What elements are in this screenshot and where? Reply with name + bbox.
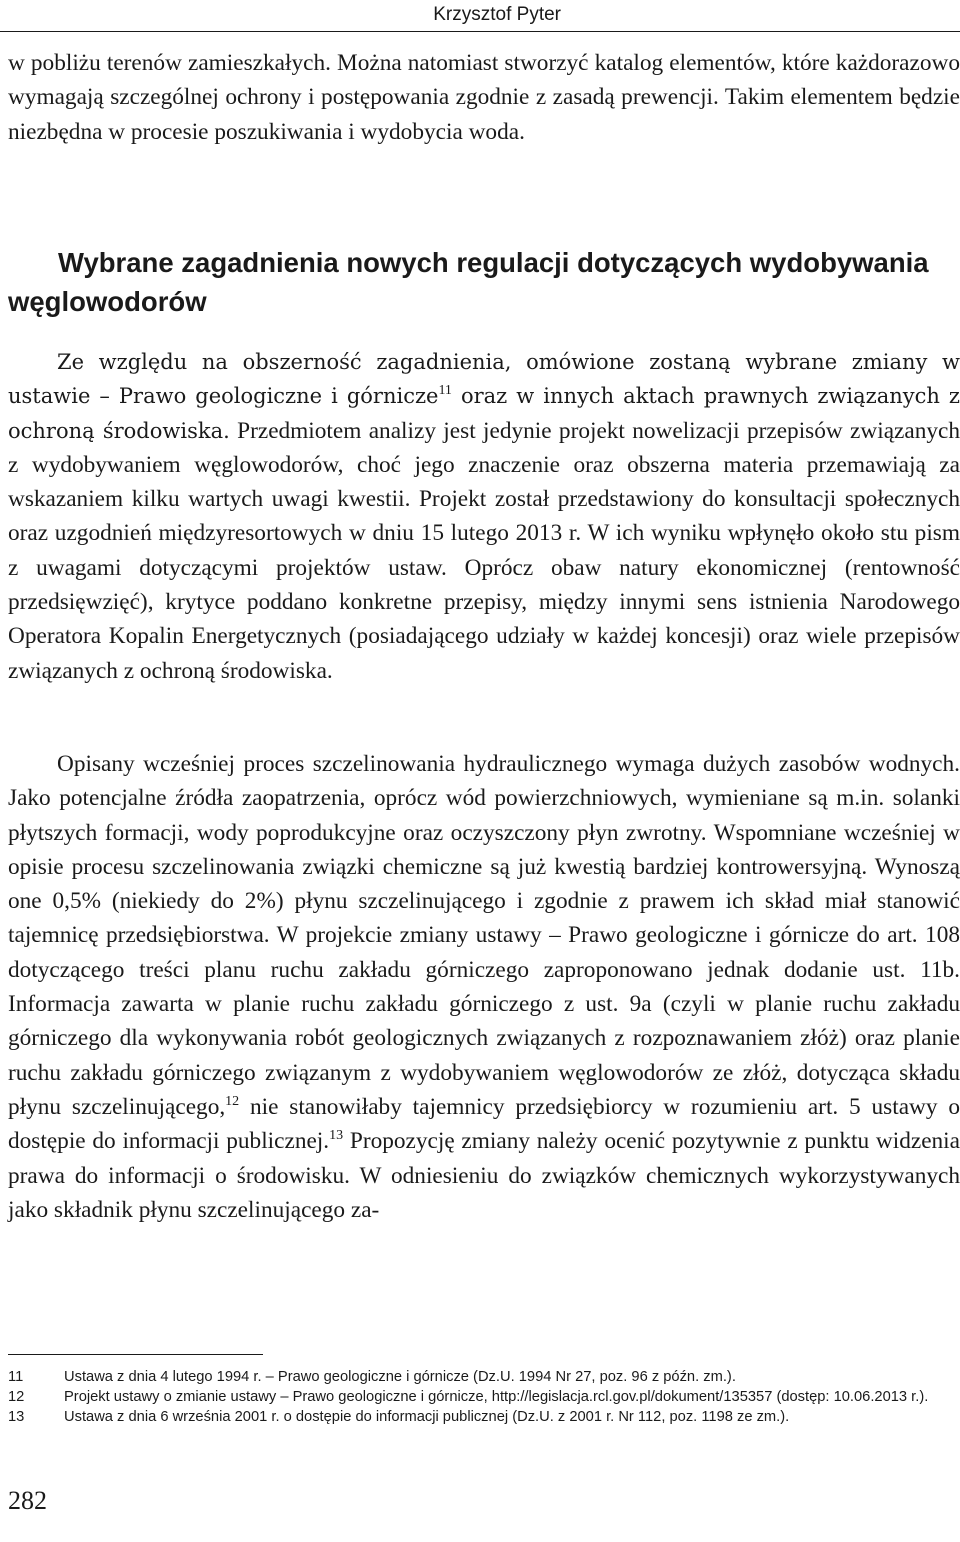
footnote-number: 11 <box>8 1369 24 1385</box>
footnote-ref-12[interactable]: 12 <box>225 1093 240 1109</box>
paragraph-scope-lead-a: Ze względu na obszerność zagadnienia, omówione zostaną wybrane zmiany w ustawie – Prawo geologiczne i górnicze <box>8 350 960 409</box>
paragraph-scope-rest: Przedmiotem analizy jest jedynie projekt nowelizacji przepisów związanych z wydobywaniem węglowodorów, choć jego znaczenie oraz obszerna materia przemawiają za wskazaniem kilku wartych uwagi kwestii. Projekt został przedstawiony do konsultacji społecznych oraz uzgodnień międzyresortowych w dniu 15 lutego 2013 r. W ich wyniku wpłynęło około stu pism z uwagami dotyczącymi projektów ustaw. Oprócz obaw natury ekonomicznej (rentowność przedsięwzięć), krytyce poddano konkretne przepisy, między innymi sens istnienia Narodowego Operatora Kopalin Energetycznych (posiadającego udziały w każdej koncesji) oraz wiele przepisów związanych z ochroną środowiska. <box>8 417 960 684</box>
paragraph-intro: w pobliżu terenów zamieszkałych. Można natomiast stworzyć katalog elementów, które każdorazowo wymagają szczególnej ochrony i postępowania zgodnie z zasadą prewencji. Takim elementem będzie niezbędna w procesie poszukiwania i wydobycia woda. <box>8 50 960 145</box>
paragraph-scope <box>8 345 960 688</box>
page-number: 282 <box>8 1486 47 1515</box>
footnote-separator <box>8 1354 263 1355</box>
footnote-number: 13 <box>8 1409 25 1425</box>
paragraph-scope-lead-b: oraz w innych aktach prawnych związanych z ochroną środowiska. <box>8 384 960 443</box>
paragraph-fracking <box>8 747 960 1227</box>
footnote-number: 12 <box>8 1389 25 1405</box>
footnote-11 <box>8 1367 960 1387</box>
footnote-text[interactable]: Projekt ustawy o zmianie ustawy – Prawo geologiczne i górnicze, http://legislacja.rcl.gov.pl/dokument/135357 (dostęp: 10.06.2013 r.). <box>64 1389 929 1405</box>
paragraph-fracking-part-b: nie stanowiłaby tajemnicy przedsiębiorcy w rozumieniu art. 5 ustawy o dostępie do informacji publicznej. <box>8 1093 960 1155</box>
footnote-ref-11[interactable]: 11 <box>438 383 452 399</box>
footnote-13 <box>8 1407 960 1427</box>
footnotes <box>8 1367 960 1427</box>
paragraph-fracking-part-a: Opisany wcześniej proces szczelinowania hydraulicznego wymaga dużych zasobów wodnych. Jako potencjalne źródła zaopatrzenia, oprócz wód powierzchniowych, wymieniane są m.in. solanki płytszych formacji, wody poprodukcyjne oraz oczyszczony płyn zwrotny. Wspomniane wcześniej w opisie procesu szczelinowania związki chemiczne są już kwestią bardziej kontrowersyjną. Wynoszą one 0,5% (niekiedy do 2%) płynu szczelinującego i zgodnie z prawem ich skład miał stanowić tajemnicę przedsiębiorstwa. W projekcie zmiany ustawy – Prawo geologiczne i górnicze do art. 108 dotyczącego treści planu ruchu zakładu górniczego zaproponowano jednak dodanie ust. 11b. Informacja zawarta w planie ruchu zakładu górniczego z ust. 9a (czyli w planie ruchu zakładu górniczego dla wykonywania robót geologicznych związanych z rozpoznawaniem złóż) oraz planie ruchu zakładu górniczego związanym z wydobywaniem węglowodorów ze złóż, dotycząca składu płynu szczelinującego, <box>8 751 960 1120</box>
header-rule <box>0 31 960 32</box>
footnote-ref-13[interactable]: 13 <box>329 1128 344 1144</box>
paragraph-fracking-part-c: Propozycję zmiany należy ocenić pozytywnie z punktu widzenia prawa do informacji o środowisku. W odniesieniu do związków chemicznych wykorzystywanych jako składnik płynu szczelinującego za- <box>8 1128 960 1223</box>
footnote-text: Ustawa z dnia 6 września 2001 r. o dostępie do informacji publicznej (Dz.U. z 2001 r. Nr 112, poz. 1198 ze zm.). <box>64 1409 790 1425</box>
footnote-12 <box>8 1387 960 1407</box>
footnote-text: Ustawa z dnia 4 lutego 1994 r. – Prawo geologiczne i górnicze (Dz.U. 1994 Nr 27, poz. 96 z późn. zm.). <box>64 1369 736 1385</box>
section-heading: Wybrane zagadnienia nowych regulacji dotyczących wydobywania węglowodorów <box>8 247 929 317</box>
running-head-author: Krzysztof Pyter <box>433 4 561 25</box>
